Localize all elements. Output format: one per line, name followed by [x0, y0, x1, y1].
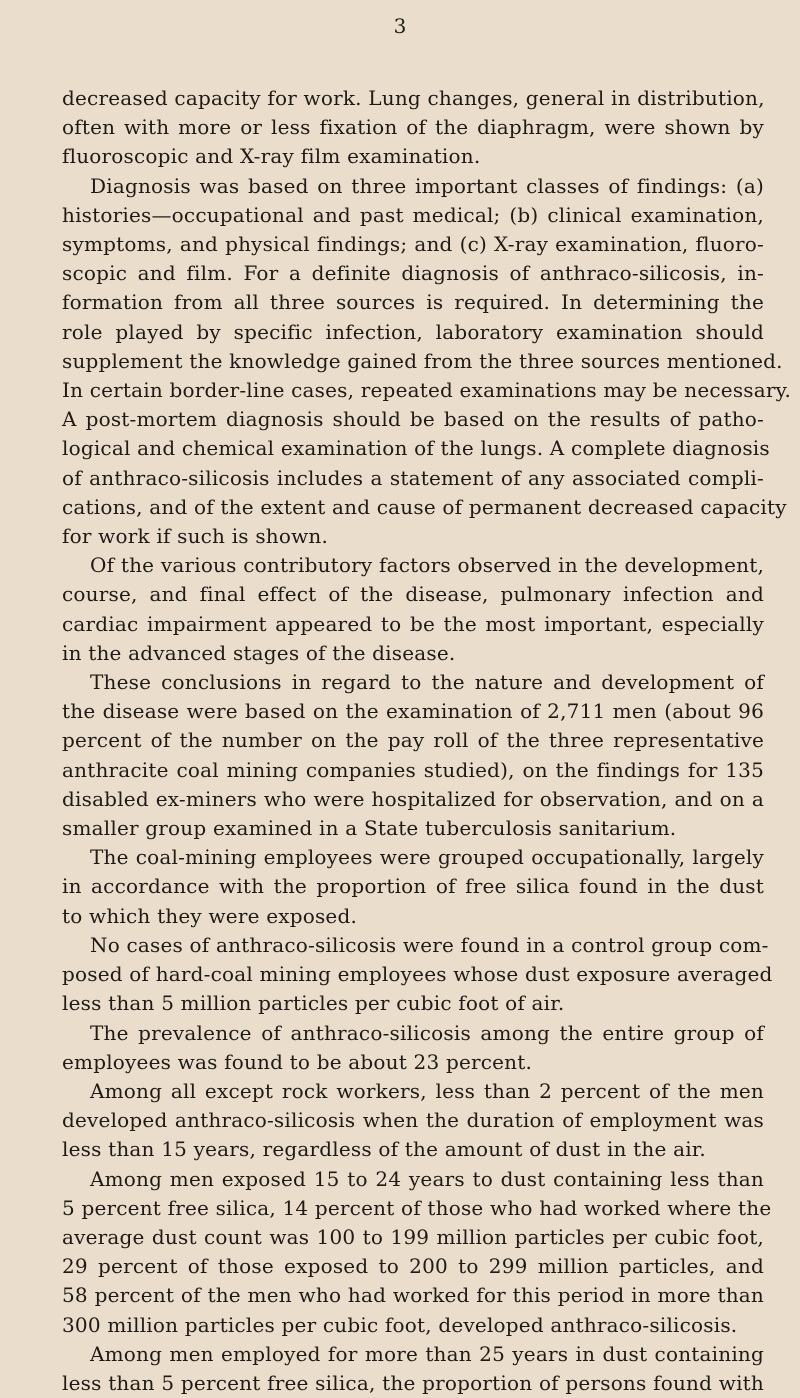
text-line: less than 15 years, regardless of the amount of dust in the air.: [62, 1137, 706, 1162]
text-line: These conclusions in regard to the nature and development of: [90, 670, 764, 695]
text-line: formation from all three sources is required. In determining the: [62, 290, 764, 315]
text-line: in the advanced stages of the disease.: [62, 640, 456, 665]
paragraph: [62, 668, 764, 843]
paragraph: [62, 1340, 764, 1398]
paragraph: [62, 931, 773, 1019]
text-line: 29 percent of those exposed to 200 to 299 million particles, and: [62, 1254, 764, 1279]
text-line: logical and chemical examination of the lungs. A complete diagnosis: [62, 436, 770, 461]
paragraph: [62, 843, 764, 931]
paragraph: [62, 551, 764, 668]
text-line: disabled ex-miners who were hospitalized for observation, and on a: [62, 786, 764, 811]
text-line: Among men employed for more than 25 years in dust containing: [90, 1341, 764, 1366]
text-line: symptoms, and physical findings; and (c) X-ray examination, fluoro-: [62, 232, 764, 257]
text-line: developed anthraco-silicosis when the duration of employment was: [62, 1108, 764, 1133]
body-text: [62, 84, 792, 1398]
text-line: Diagnosis was based on three important classes of findings: (a): [90, 173, 764, 198]
text-line: Among all except rock workers, less than 2 percent of the men: [90, 1078, 764, 1103]
text-line: histories—occupational and past medical; (b) clinical examination,: [62, 202, 764, 227]
text-line: scopic and film. For a definite diagnosis of anthraco-silicosis, in-: [62, 261, 764, 286]
text-line: less than 5 percent free silica, the proportion of persons found with: [62, 1370, 764, 1395]
text-line: of anthraco-silicosis includes a statement of any associated compli-: [62, 465, 764, 490]
text-line: to which they were exposed.: [62, 903, 358, 928]
text-line: supplement the knowledge gained from the three sources mentioned.: [62, 348, 783, 373]
text-line: percent of the number on the pay roll of the three representative: [62, 728, 764, 753]
text-line: in accordance with the proportion of free silica found in the dust: [62, 874, 764, 899]
text-line: 5 percent free silica, 14 percent of those who had worked where the: [62, 1195, 772, 1220]
text-line: Among men exposed 15 to 24 years to dust containing less than: [90, 1166, 764, 1191]
text-line: smaller group examined in a State tuberculosis sanitarium.: [62, 816, 677, 841]
text-line: posed of hard-coal mining employees whose dust exposure averaged: [62, 962, 773, 987]
text-line: Of the various contributory factors observed in the development,: [90, 553, 764, 578]
text-line: 58 percent of the men who had worked for this period in more than: [62, 1283, 764, 1308]
paragraph: [62, 1165, 772, 1340]
text-line: decreased capacity for work. Lung changes, general in distribution,: [62, 86, 765, 110]
text-line: cardiac impairment appeared to be the most important, especially: [62, 611, 764, 636]
text-line: employees was found to be about 23 percent.: [62, 1049, 533, 1074]
paragraph: [62, 1077, 764, 1165]
page-number: 3: [393, 14, 407, 38]
text-line: role played by specific infection, laboratory examination should: [62, 319, 764, 344]
text-line: The prevalence of anthraco-silicosis among the entire group of: [90, 1020, 764, 1045]
paragraph: [62, 1019, 764, 1077]
text-line: cations, and of the extent and cause of permanent decreased capacity: [62, 494, 787, 519]
text-line: In certain border-line cases, repeated examinations may be necessary.: [62, 378, 792, 403]
text-line: course, and final effect of the disease, pulmonary infection and: [62, 582, 764, 607]
text-line: 300 million particles per cubic foot, developed anthraco-silicosis.: [62, 1312, 738, 1337]
text-line: the disease were based on the examination of 2,711 men (about 96: [62, 699, 764, 724]
text-line: for work if such is shown.: [62, 524, 329, 549]
paragraph: [62, 84, 764, 172]
text-line: less than 5 million particles per cubic foot of air.: [62, 991, 565, 1016]
text-line: A post-mortem diagnosis should be based on the results of patho-: [62, 407, 764, 432]
text-line: average dust count was 100 to 199 million particles per cubic foot,: [62, 1224, 764, 1249]
text-line: often with more or less fixation of the diaphragm, were shown by: [62, 115, 764, 140]
text-line: fluoroscopic and X-ray film examination.: [62, 144, 481, 169]
text-line: The coal-mining employees were grouped occupationally, largely: [90, 845, 764, 870]
text-line: anthracite coal mining companies studied), on the findings for 135: [62, 757, 764, 782]
text-line: No cases of anthraco-silicosis were found in a control group com-: [90, 932, 769, 957]
paragraph: [62, 172, 792, 552]
